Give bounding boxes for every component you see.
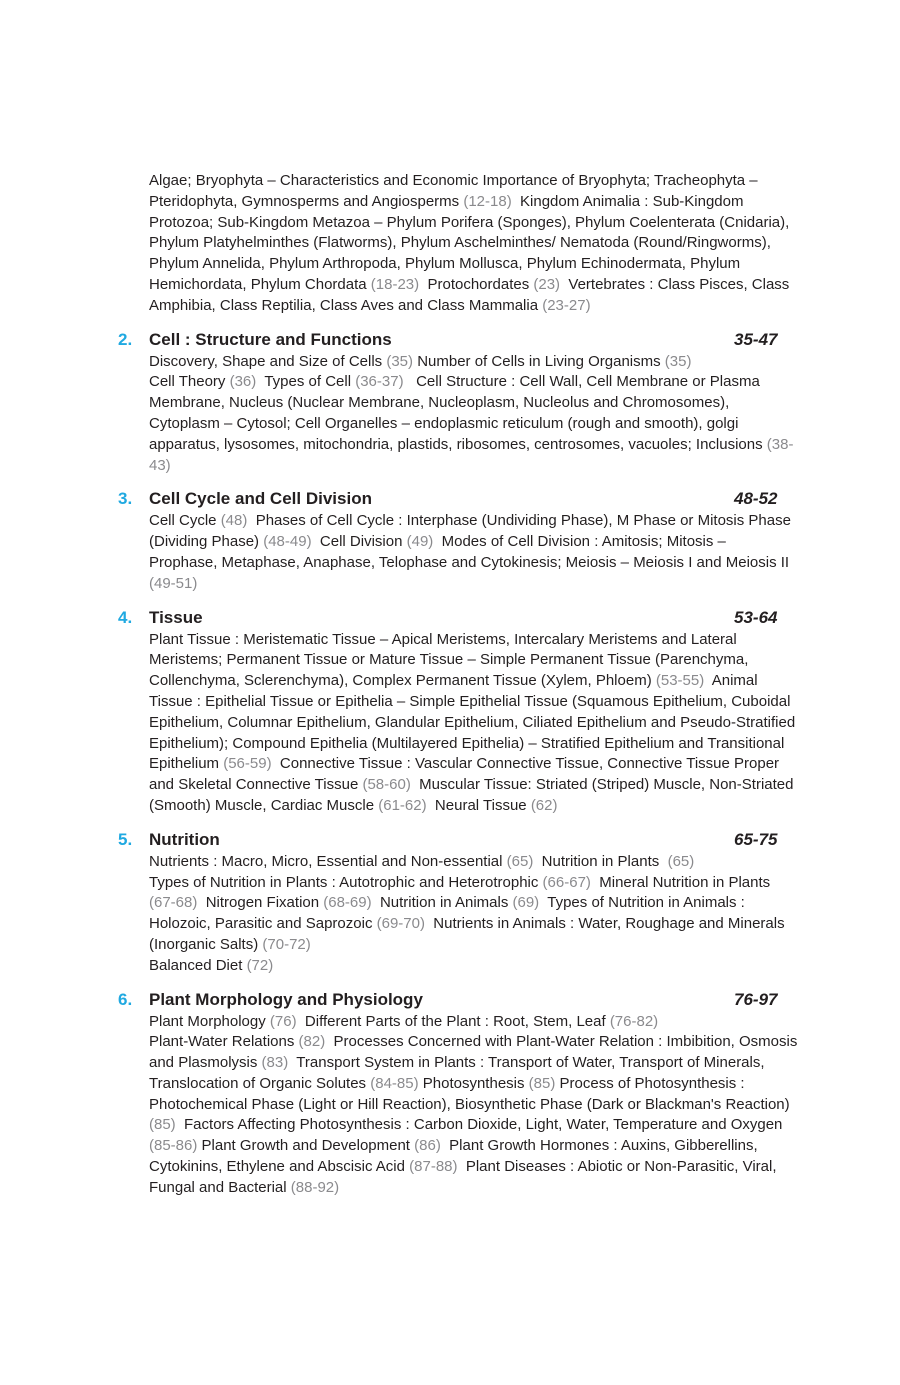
chapter-topics xyxy=(118,852,798,977)
page-reference: (66-67) xyxy=(542,873,591,891)
page-reference: (49-51) xyxy=(149,574,198,592)
page-reference: (23-27) xyxy=(542,296,591,314)
entry-text: Modes of Cell Division : Amitosis; Mitosis – Prophase, Metaphase, Anaphase, Telophase and Cytokinesis; Meiosis – Meiosis I and Meiosis II xyxy=(149,533,794,571)
chapter-page-range: 53-64 xyxy=(734,607,778,627)
page-reference: (18-23) xyxy=(370,275,420,293)
entry-text: Types of Nutrition in Plants : Autotrophic and Heterotrophic xyxy=(149,873,543,891)
page-reference: (65) xyxy=(667,852,695,870)
page-reference: (87-88) xyxy=(409,1158,458,1176)
entry-text: Nutrients : Macro, Micro, Essential and Non-essential xyxy=(149,852,507,870)
chapter-title[interactable]: Cell Cycle and Cell Division xyxy=(149,489,372,509)
page-reference: (48-49) xyxy=(263,533,312,551)
chapter-heading xyxy=(118,990,798,1012)
intro-paragraph xyxy=(118,171,798,317)
entry-text: Cell Cycle xyxy=(149,512,221,530)
page-reference: (76) xyxy=(269,1012,297,1030)
page-reference: (12-18) xyxy=(463,192,512,210)
entry-text: Photosynthesis xyxy=(418,1074,529,1092)
page-reference: (36) xyxy=(229,373,257,391)
page-reference: (49) xyxy=(406,533,434,551)
page-reference: (53-55) xyxy=(655,672,705,690)
page-reference: (85) xyxy=(149,1116,176,1134)
entry-text: Factors Affecting Photosynthesis : Carbon Dioxide, Light, Water, Temperature and Oxygen xyxy=(175,1116,787,1134)
page-reference: (38-43) xyxy=(149,435,794,474)
chapter-page-range: 76-97 xyxy=(734,989,778,1009)
chapter-list xyxy=(118,329,802,1199)
page-reference: (72) xyxy=(246,956,274,974)
entry-text: Plant Diseases : Abiotic or Non-Parasitic, Viral, Fungal and Bacterial xyxy=(149,1158,781,1196)
chapter-page-range: 65-75 xyxy=(734,829,778,849)
page-reference: (86) xyxy=(414,1137,441,1155)
page-reference: (82) xyxy=(298,1033,326,1051)
page-reference: (69-70) xyxy=(376,915,425,933)
chapter-number: 5. xyxy=(118,829,133,849)
chapter-entry xyxy=(118,608,798,817)
chapter-number: 6. xyxy=(118,989,133,1009)
page-reference: (83) xyxy=(261,1054,289,1072)
page-reference: (70-72) xyxy=(262,935,311,953)
entry-text: Number of Cells in Living Organisms xyxy=(413,352,665,370)
chapter-title[interactable]: Cell : Structure and Functions xyxy=(149,329,392,349)
entry-text: Cell Theory xyxy=(149,373,230,391)
page-reference: (56-59) xyxy=(223,755,272,773)
chapter-topics xyxy=(118,352,798,477)
entry-text: Connective Tissue : Vascular Connective Tissue, Connective Tissue Proper and Skeletal Connective Tissue xyxy=(149,755,784,794)
page-reference: (65) xyxy=(506,852,534,870)
entry-text: Phases of Cell Cycle : Interphase (Undividing Phase), M Phase or Mitosis Phase (Dividing Phase) xyxy=(149,512,796,551)
chapter-entry xyxy=(118,830,798,977)
page-reference: (85) xyxy=(528,1074,556,1092)
entry-text: Nitrogen Fixation xyxy=(197,894,324,912)
chapter-number: 3. xyxy=(118,489,133,509)
chapter-title[interactable]: Nutrition xyxy=(149,829,220,849)
page-reference: (68-69) xyxy=(323,894,372,912)
page-reference: (62) xyxy=(530,796,558,814)
entry-text: Mineral Nutrition in Plants xyxy=(590,873,775,891)
entry-text: Different Parts of the Plant : Root, Stem, Leaf xyxy=(296,1012,610,1030)
page-reference: (48) xyxy=(220,512,248,530)
entry-text: Nutrition in Animals xyxy=(371,894,513,912)
entry-text: Plant-Water Relations xyxy=(149,1033,299,1051)
entry-text: Plant Morphology xyxy=(149,1012,270,1030)
page-reference: (69) xyxy=(512,894,540,912)
chapter-heading xyxy=(118,830,798,852)
chapter-title[interactable]: Tissue xyxy=(149,607,203,627)
entry-text: Neural Tissue xyxy=(426,796,531,814)
chapter-entry xyxy=(118,330,798,477)
page-reference: (67-68) xyxy=(149,894,198,912)
entry-text: Animal Tissue : Epithelial Tissue or Epithelia – Simple Epithelial Tissue (Squamous Epithelium, Cuboidal Epithelium, Columnar Epithelium, Glandular Epithelium, Ciliated Epithelium and Pseudo-Stratified Epithelium); Compound Epithelia (Multilayered Epithelia) – Stratified Epithelium and Transitional Epithelium xyxy=(149,672,800,773)
chapter-entry xyxy=(118,489,798,594)
entry-text: Vertebrates : Class Pisces, Class Amphibia, Class Reptilia, Class Aves and Class Mammalia xyxy=(149,275,793,314)
entry-text: Plant Tissue : Meristematic Tissue – Apical Meristems, Intercalary Meristems and Lateral Meristems; Permanent Tissue or Mature Tissue – Simple Permanent Tissue (Parenchyma, Collenchyma, Sclerenchyma), Complex Permanent Tissue (Xylem, Phloem) xyxy=(149,630,753,690)
entry-text: Muscular Tissue: Striated (Striped) Muscle, Non-Striated (Smooth) Muscle, Cardiac Muscle xyxy=(149,776,798,814)
page-reference: (76-82) xyxy=(609,1012,659,1030)
page-reference: (58-60) xyxy=(362,776,411,794)
chapter-heading xyxy=(118,489,798,511)
entry-text: Types of Cell xyxy=(256,373,356,391)
page-reference: (85-86) xyxy=(149,1137,198,1155)
page-reference: (35) xyxy=(664,352,692,370)
entry-text: Processes Concerned with Plant-Water Relation : Imbibition, Osmosis and Plasmolysis xyxy=(149,1033,802,1072)
entry-text: Transport System in Plants : Transport of Water, Transport of Minerals, Translocation of Organic Solutes xyxy=(149,1054,769,1092)
page-reference: (61-62) xyxy=(378,796,427,814)
chapter-topics xyxy=(118,511,798,594)
page-reference: (84-85) xyxy=(370,1074,419,1092)
chapter-topics xyxy=(118,1012,802,1199)
page-reference: (36-37) xyxy=(355,373,404,391)
entry-text: Cell Structure : Cell Wall, Cell Membrane or Plasma Membrane, Nucleus (Nuclear Membrane, Nucleoplasm, Nucleolus and Chromosomes), Cytoplasm – Cytosol; Cell Organelles – endoplasmic reticulum (rough and smooth), golgi apparatus, lysosomes, mitochondria, plastids, ribosomes, centrosomes, vacuoles; Inclusions xyxy=(149,373,767,453)
page-reference: (88-92) xyxy=(290,1178,340,1196)
entry-text: Algae; Bryophyta – Characteristics and Economic Importance of Bryophyta; Tracheophyta – Pteridophyta, Gymnosperms and Angiosperms xyxy=(149,172,762,210)
chapter-title[interactable]: Plant Morphology and Physiology xyxy=(149,989,423,1009)
entry-text: Nutrients in Animals : Water, Roughage and Minerals (Inorganic Salts) xyxy=(149,915,789,953)
chapter-page-range: 35-47 xyxy=(734,329,778,349)
entry-text: Plant Growth and Development xyxy=(197,1137,415,1155)
entry-text: Nutrition in Plants xyxy=(533,852,668,870)
chapter-entry xyxy=(118,989,802,1199)
entry-text: Discovery, Shape and Size of Cells xyxy=(149,352,387,370)
entry-text: Plant Growth Hormones : Auxins, Gibberellins, Cytokinins, Ethylene and Abscisic Acid xyxy=(149,1137,762,1176)
chapter-heading xyxy=(118,608,798,630)
entry-text: Kingdom Animalia : Sub-Kingdom Protozoa; Sub-Kingdom Metazoa – Phylum Porifera (Sponges), Phylum Coelenterata (Cnidaria), Phylum Platyhelminthes (Flatworms), Phylum Aschelminthes/ Nematoda (Round/Ringworms), Phylum Annelida, Phylum Arthropoda, Phylum Mollusca, Phylum Echinodermata, Phylum Hemichordata, Phylum Chordata xyxy=(149,192,794,293)
entry-text: Protochordates xyxy=(419,275,534,293)
contents-list xyxy=(118,171,802,1199)
chapter-heading xyxy=(118,330,798,352)
entry-text: Balanced Diet xyxy=(149,956,247,974)
chapter-page-range: 48-52 xyxy=(734,489,778,509)
page-reference: (23) xyxy=(533,275,561,293)
chapter-number: 2. xyxy=(118,329,133,349)
chapter-number: 4. xyxy=(118,607,133,627)
entry-text: Cell Division xyxy=(311,533,407,551)
entry-text: Process of Photosynthesis : Photochemical Phase (Light or Hill Reaction), Biosynthetic Phase (Dark or Blackman's Reaction) xyxy=(149,1074,794,1113)
entry-text: Types of Nutrition in Animals : Holozoic, Parasitic and Saprozoic xyxy=(149,894,750,933)
chapter-topics xyxy=(118,630,798,817)
page-reference: (35) xyxy=(386,352,414,370)
